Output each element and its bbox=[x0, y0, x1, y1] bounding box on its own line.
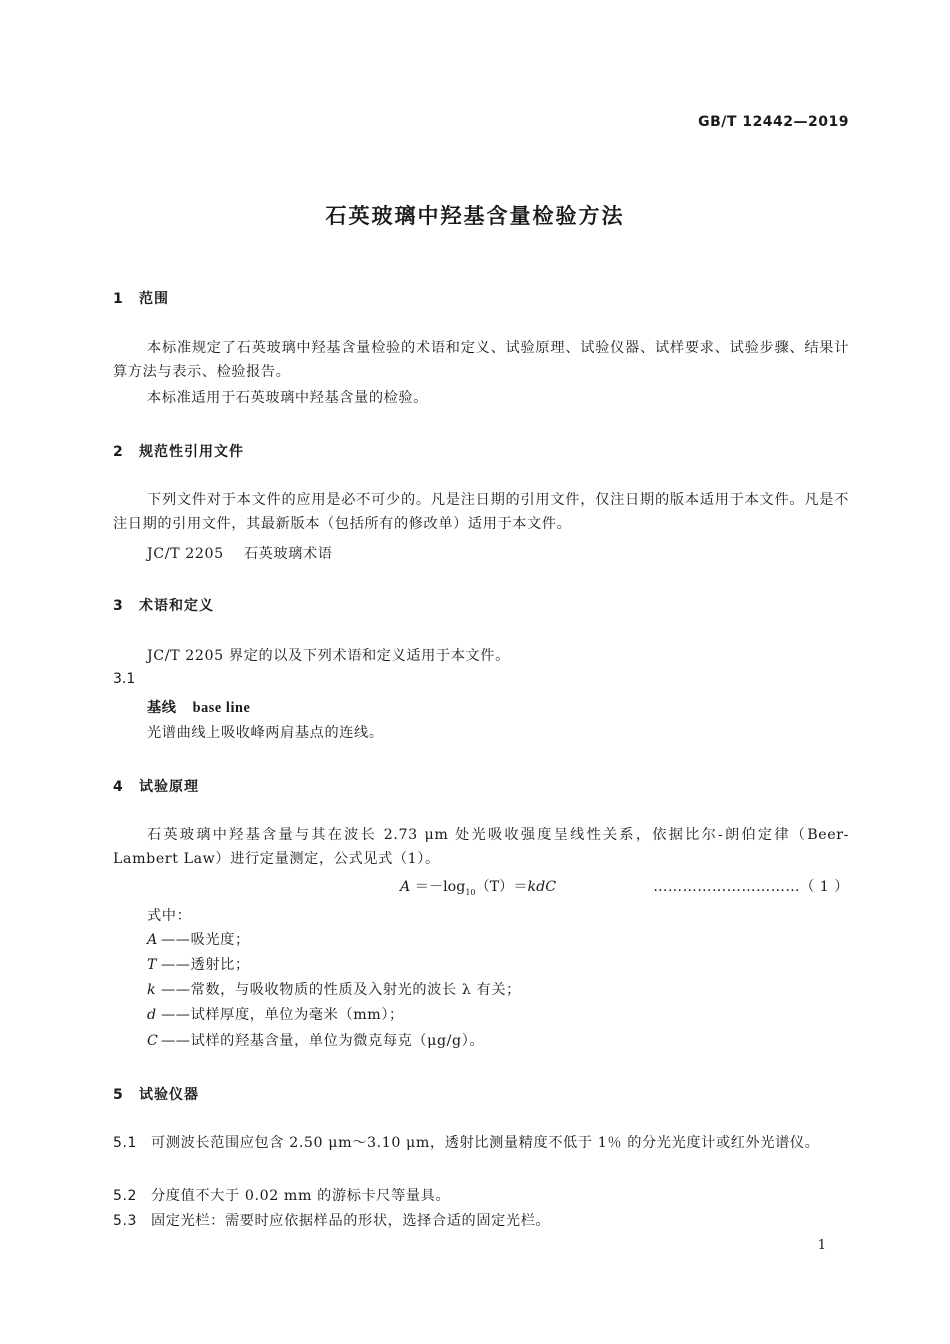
section-1-paragraph: 本标准适用于石英玻璃中羟基含量的检验。 bbox=[147, 390, 428, 406]
section-number: 2 bbox=[113, 444, 124, 460]
variable-description: ——试样厚度，单位为毫米（mm）； bbox=[161, 1007, 404, 1023]
clause-number: 5.2 bbox=[113, 1188, 138, 1204]
variable-symbol: A bbox=[147, 932, 158, 948]
variable-description: ——试样的羟基含量，单位为微克每克（μg/g）。 bbox=[161, 1033, 485, 1049]
page-number: 1 bbox=[817, 1238, 826, 1253]
where-label: 式中： bbox=[147, 908, 192, 924]
section-2-heading bbox=[113, 441, 244, 461]
variable-definition bbox=[147, 954, 250, 974]
term-en: base line bbox=[192, 700, 251, 716]
variable-description: ——透射比； bbox=[161, 957, 250, 973]
formula bbox=[400, 876, 556, 897]
variable-symbol: d bbox=[147, 1007, 157, 1023]
clause-text: 可测波长范围应包含 2.50 μm～3.10 μm，透射比测量精度不低于 1％ 的分光光度计或红外光谱仪。 bbox=[151, 1135, 820, 1151]
variable-description: ——常数，与吸收物质的性质及入射光的波长 λ 有关； bbox=[161, 982, 521, 998]
clause-number: 5.1 bbox=[113, 1135, 138, 1151]
term-heading bbox=[147, 697, 250, 717]
section-number: 1 bbox=[113, 291, 124, 307]
section-5-heading bbox=[113, 1084, 199, 1104]
variable-definition bbox=[147, 1030, 484, 1050]
variable-definition bbox=[147, 1004, 404, 1024]
clause-text: 固定光栏：需要时应依据样品的形状，选择合适的固定光栏。 bbox=[151, 1213, 551, 1229]
reference-name: 石英玻璃术语 bbox=[243, 546, 333, 562]
formula-log: ＝－log bbox=[414, 879, 466, 895]
term-definition: 光谱曲线上吸收峰两肩基点的连线。 bbox=[147, 725, 384, 741]
clause-number: 5.3 bbox=[113, 1213, 138, 1229]
document-title: 石英玻璃中羟基含量检验方法 bbox=[325, 204, 625, 228]
formula-lhs: A bbox=[400, 879, 411, 895]
variable-definition bbox=[147, 979, 521, 999]
section-number: 5 bbox=[113, 1087, 124, 1103]
section-number: 3 bbox=[113, 598, 124, 614]
formula-number: …………………………（ 1 ） bbox=[653, 879, 849, 895]
section-3-intro: JC/T 2205 界定的以及下列术语和定义适用于本文件。 bbox=[147, 648, 510, 664]
section-title: 术语和定义 bbox=[139, 598, 214, 614]
section-1-heading bbox=[113, 288, 169, 308]
section-title: 试验仪器 bbox=[139, 1087, 199, 1103]
section-title: 试验原理 bbox=[139, 779, 199, 795]
clause-text: 分度值不大于 0.02 mm 的游标卡尺等量具。 bbox=[151, 1188, 451, 1204]
section-number: 4 bbox=[113, 779, 124, 795]
variable-description: ——吸光度； bbox=[161, 932, 250, 948]
section-title: 规范性引用文件 bbox=[139, 444, 244, 460]
formula-arg: （T）＝ bbox=[475, 879, 528, 895]
term-number: 3.1 bbox=[113, 671, 136, 687]
clause bbox=[113, 1209, 849, 1233]
section-3-heading bbox=[113, 595, 214, 615]
section-title: 范围 bbox=[139, 291, 169, 307]
clause bbox=[113, 1184, 849, 1208]
term-zh: 基线 bbox=[147, 700, 177, 716]
section-2-paragraph: 下列文件对于本文件的应用是必不可少的。凡是注日期的引用文件，仅注日期的版本适用于本文件。凡是不注日期的引用文件，其最新版本（包括所有的修改单）适用于本文件。 bbox=[113, 492, 849, 532]
standard-code: GB/T 12442—2019 bbox=[698, 114, 849, 130]
section-4-paragraph: 石英玻璃中羟基含量与其在波长 2.73 μm 处光吸收强度呈线性关系，依据比尔-朗伯定律（Beer-Lambert Law）进行定量测定，公式见式（1）。 bbox=[113, 827, 849, 867]
formula-log-base: 10 bbox=[465, 887, 476, 897]
variable-definition bbox=[147, 929, 250, 949]
section-4-heading bbox=[113, 776, 199, 796]
variable-symbol: C bbox=[147, 1033, 159, 1049]
clause bbox=[113, 1131, 849, 1155]
normative-reference bbox=[147, 543, 333, 563]
reference-code: JC/T 2205 bbox=[147, 546, 224, 562]
variable-symbol: T bbox=[147, 957, 158, 973]
formula-rhs: kdC bbox=[527, 879, 557, 895]
variable-symbol: k bbox=[147, 982, 157, 998]
section-1-paragraph: 本标准规定了石英玻璃中羟基含量检验的术语和定义、试验原理、试验仪器、试样要求、试验步骤、结果计算方法与表示、检验报告。 bbox=[113, 340, 849, 380]
